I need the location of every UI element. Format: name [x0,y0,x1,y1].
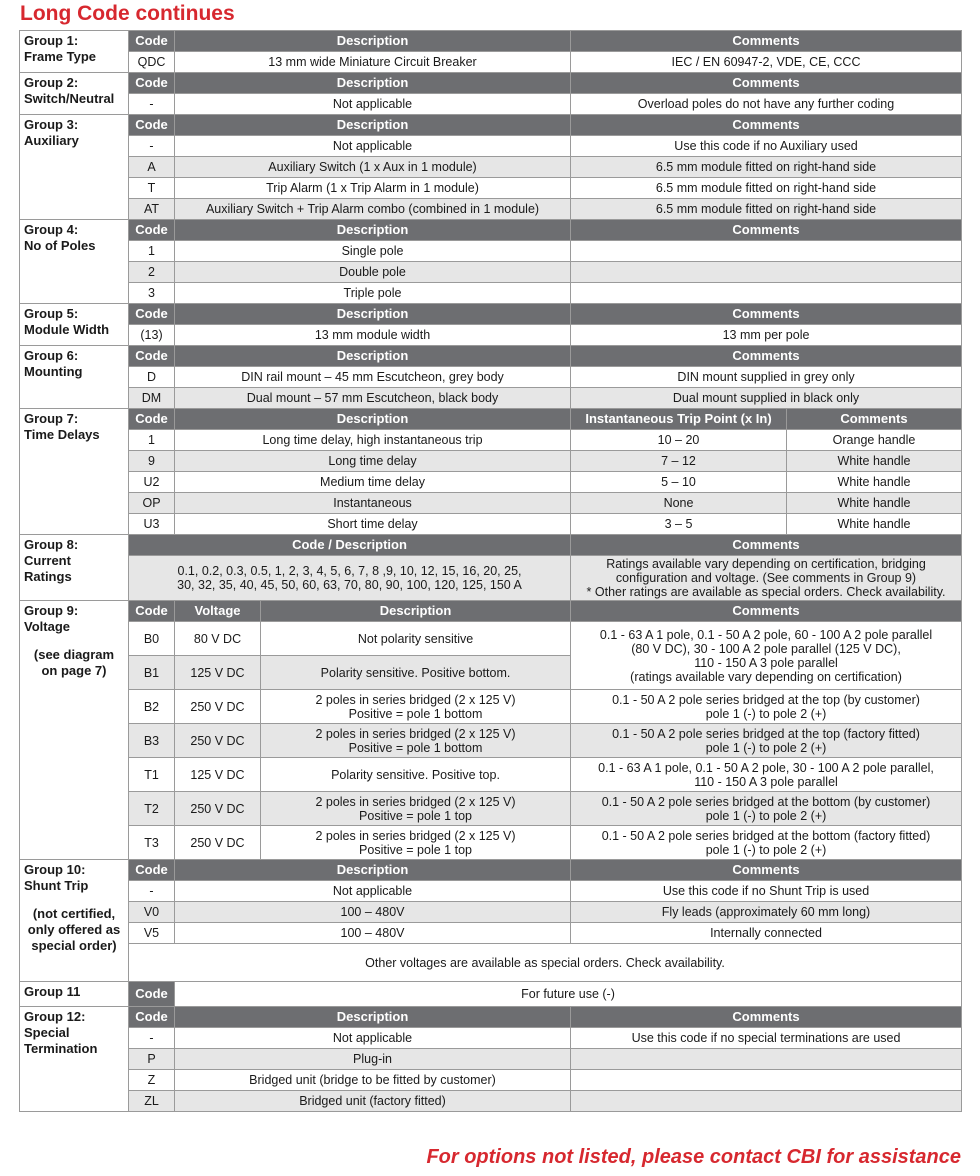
trip-point-cell: 5 – 10 [571,472,787,493]
voltage-header: Voltage [175,601,261,622]
voltage-cell: 250 V DC [175,724,261,758]
comment-cell: Overload poles do not have any further coding [571,94,962,115]
description-cell: Long time delay, high instantaneous trip [175,430,571,451]
group-11-label: Group 11 [20,982,129,1007]
table-row [20,758,962,792]
table-row [20,1091,962,1112]
description-cell: Auxiliary Switch + Trip Alarm combo (combined in 1 module) [175,199,571,220]
group-5-header-row [20,304,962,325]
group-10-label: Group 10: Shunt Trip (not certified, only offered as special order) [20,860,129,982]
table-row [20,472,962,493]
description-cell: Short time delay [175,514,571,535]
code-cell: 2 [129,262,175,283]
table-row [20,367,962,388]
table-row [20,556,962,601]
comment-cell: 0.1 - 50 A 2 pole series bridged at the top (factory fitted) pole 1 (-) to pole 2 (+) [571,724,962,758]
table-row [20,724,962,758]
description-cell: Not polarity sensitive [261,622,571,656]
comments-header: Comments [571,220,962,241]
table-row [20,430,962,451]
table-row [20,881,962,902]
description-cell: Polarity sensitive. Positive top. [261,758,571,792]
code-cell: B1 [129,656,175,690]
comment-cell [571,1091,962,1112]
comment-cell: White handle [787,514,962,535]
description-header: Description [175,346,571,367]
comment-cell: Use this code if no special terminations are used [571,1028,962,1049]
description-cell: Instantaneous [175,493,571,514]
code-header: Code [129,860,175,881]
description-header: Description [175,409,571,430]
comment-cell: 0.1 - 63 A 1 pole, 0.1 - 50 A 2 pole, 30 - 100 A 2 pole parallel, 110 - 150 A 3 pole parallel [571,758,962,792]
description-header: Description [175,304,571,325]
comment-cell: 0.1 - 50 A 2 pole series bridged at the bottom (by customer) pole 1 (-) to pole 2 (+) [571,792,962,826]
description-cell: Dual mount – 57 mm Escutcheon, black body [175,388,571,409]
description-cell: Auxiliary Switch (1 x Aux in 1 module) [175,157,571,178]
comment-cell: 6.5 mm module fitted on right-hand side [571,178,962,199]
code-header: Code [129,73,175,94]
code-cell: QDC [129,52,175,73]
comment-cell: White handle [787,493,962,514]
table-row [20,622,962,656]
group-2-label: Group 2: Switch/Neutral [20,73,129,115]
description-cell: Single pole [175,241,571,262]
comments-header: Comments [571,1007,962,1028]
comment-cell: Internally connected [571,923,962,944]
table-row [20,1070,962,1091]
group-9-label: Group 9: Voltage (see diagram on page 7) [20,601,129,860]
comments-header: Comments [571,304,962,325]
table-row [20,690,962,724]
comments-header: Comments [571,73,962,94]
contact-note: For options not listed, please contact CBI for assistance [426,1146,961,1168]
code-header: Code [129,31,175,52]
comment-cell: White handle [787,472,962,493]
comments-header: Comments [571,535,962,556]
table-row [20,451,962,472]
description-header: Description [175,220,571,241]
group-6-header-row [20,346,962,367]
group-9-header-row [20,601,962,622]
future-use-cell: For future use (-) [175,982,962,1007]
comment-cell: IEC / EN 60947-2, VDE, CE, CCC [571,52,962,73]
description-cell: Medium time delay [175,472,571,493]
code-cell: - [129,94,175,115]
description-cell: Not applicable [175,1028,571,1049]
code-cell: T [129,178,175,199]
description-cell: 100 – 480V [175,923,571,944]
trip-point-cell: 10 – 20 [571,430,787,451]
code-cell: T2 [129,792,175,826]
group-4-label: Group 4: No of Poles [20,220,129,304]
code-cell: V5 [129,923,175,944]
description-header: Description [175,1007,571,1028]
description-cell: 2 poles in series bridged (2 x 125 V) Positive = pole 1 top [261,826,571,860]
table-row [20,826,962,860]
comments-header: Comments [571,860,962,881]
code-cell: ZL [129,1091,175,1112]
code-cell: V0 [129,902,175,923]
voltage-cell: 250 V DC [175,826,261,860]
code-cell: DM [129,388,175,409]
comment-cell: 6.5 mm module fitted on right-hand side [571,157,962,178]
code-header: Code [129,304,175,325]
group-10-header-row [20,860,962,881]
description-cell: Not applicable [175,136,571,157]
description-header: Description [175,31,571,52]
code-cell: (13) [129,325,175,346]
code-cell: Z [129,1070,175,1091]
description-header: Description [261,601,571,622]
description-cell: Polarity sensitive. Positive bottom. [261,656,571,690]
group-1-label: Group 1: Frame Type [20,31,129,73]
table-row [20,902,962,923]
trip-point-cell: 7 – 12 [571,451,787,472]
group-12-header-row [20,1007,962,1028]
comment-cell: 6.5 mm module fitted on right-hand side [571,199,962,220]
description-cell: Not applicable [175,94,571,115]
code-cell: - [129,1028,175,1049]
code-cell: 3 [129,283,175,304]
description-cell: Triple pole [175,283,571,304]
description-header: Description [175,73,571,94]
code-header: Code [129,409,175,430]
group-3-header-row [20,115,962,136]
description-cell: 13 mm module width [175,325,571,346]
comment-cell: Use this code if no Shunt Trip is used [571,881,962,902]
voltage-cell: 80 V DC [175,622,261,656]
description-cell: Bridged unit (factory fitted) [175,1091,571,1112]
description-cell: Trip Alarm (1 x Trip Alarm in 1 module) [175,178,571,199]
code-cell: OP [129,493,175,514]
comments-header: Comments [571,346,962,367]
comment-cell: Ratings available vary depending on certification, bridging configuration and voltage. (See comments in Group 9) * Other ratings are available as special orders. Check availability. [571,556,962,601]
code-cell: P [129,1049,175,1070]
comment-cell: 13 mm per pole [571,325,962,346]
description-cell: 2 poles in series bridged (2 x 125 V) Positive = pole 1 bottom [261,724,571,758]
code-header: Code [129,982,175,1007]
group-6-label: Group 6: Mounting [20,346,129,409]
table-row [20,52,962,73]
comment-cell: Orange handle [787,430,962,451]
trip-point-cell: 3 – 5 [571,514,787,535]
code-cell: 1 [129,430,175,451]
code-cell: AT [129,199,175,220]
code-cell: - [129,881,175,902]
trip-point-cell: None [571,493,787,514]
comment-cell: White handle [787,451,962,472]
long-code-table [19,30,962,1112]
code-cell: U3 [129,514,175,535]
code-cell: 9 [129,451,175,472]
comment-cell [571,262,962,283]
voltage-cell: 125 V DC [175,656,261,690]
comment-cell [571,241,962,262]
description-cell: Not applicable [175,881,571,902]
table-row [20,1028,962,1049]
voltage-cell: 250 V DC [175,690,261,724]
group-3-label: Group 3: Auxiliary [20,115,129,220]
comments-header: Comments [571,31,962,52]
code-cell: - [129,136,175,157]
code-cell: B3 [129,724,175,758]
description-cell: Double pole [175,262,571,283]
comments-header: Comments [571,601,962,622]
group-7-header-row [20,409,962,430]
comments-header: Comments [571,115,962,136]
table-row [20,388,962,409]
code-header: Code [129,601,175,622]
ratings-cell: 0.1, 0.2, 0.3, 0.5, 1, 2, 3, 4, 5, 6, 7, 8 ,9, 10, 12, 15, 16, 20, 25, 30, 32, 35, 40, 45, 50, 60, 63, 70, 80, 90, 100, 120, 125, 150 A [129,556,571,601]
table-row [20,792,962,826]
code-header: Code [129,346,175,367]
comment-cell: Use this code if no Auxiliary used [571,136,962,157]
code-cell: U2 [129,472,175,493]
table-row [20,923,962,944]
code-header: Code [129,220,175,241]
group-1-header-row [20,31,962,52]
comment-cell: 0.1 - 50 A 2 pole series bridged at the top (by customer) pole 1 (-) to pole 2 (+) [571,690,962,724]
code-header: Code [129,1007,175,1028]
page-title: Long Code continues [20,2,235,25]
description-header: Description [175,115,571,136]
comment-cell: DIN mount supplied in grey only [571,367,962,388]
table-row [20,944,962,982]
comment-cell: Fly leads (approximately 60 mm long) [571,902,962,923]
table-row [20,94,962,115]
comment-cell: Dual mount supplied in black only [571,388,962,409]
group-4-header-row [20,220,962,241]
other-voltages-note: Other voltages are available as special orders. Check availability. [129,944,962,982]
group-5-label: Group 5: Module Width [20,304,129,346]
table-row [20,1049,962,1070]
code-cell: D [129,367,175,388]
table-row [20,199,962,220]
comment-cell [571,1049,962,1070]
code-cell: A [129,157,175,178]
description-header: Description [175,860,571,881]
trip-point-header: Instantaneous Trip Point (x In) [571,409,787,430]
voltage-cell: 250 V DC [175,792,261,826]
table-row [20,178,962,199]
table-row [20,262,962,283]
code-cell: T3 [129,826,175,860]
description-cell: Long time delay [175,451,571,472]
code-cell: 1 [129,241,175,262]
comment-cell [571,283,962,304]
voltage-cell: 125 V DC [175,758,261,792]
description-cell: Bridged unit (bridge to be fitted by customer) [175,1070,571,1091]
description-cell: 13 mm wide Miniature Circuit Breaker [175,52,571,73]
comments-header: Comments [787,409,962,430]
group-7-label: Group 7: Time Delays [20,409,129,535]
code-cell: B2 [129,690,175,724]
comment-cell: 0.1 - 63 A 1 pole, 0.1 - 50 A 2 pole, 60 - 100 A 2 pole parallel (80 V DC), 30 - 100 A 2 pole parallel (125 V DC), 110 - 150 A 3 pole parallel (ratings available vary depending on certification) [571,622,962,690]
comment-cell: 0.1 - 50 A 2 pole series bridged at the bottom (factory fitted) pole 1 (-) to pole 2 (+) [571,826,962,860]
group-12-label: Group 12: Special Termination [20,1007,129,1112]
table-row [20,241,962,262]
description-cell: Plug-in [175,1049,571,1070]
table-row [20,493,962,514]
description-cell: 100 – 480V [175,902,571,923]
group-11-row [20,982,962,1007]
table-row [20,136,962,157]
code-cell: T1 [129,758,175,792]
description-cell: 2 poles in series bridged (2 x 125 V) Positive = pole 1 bottom [261,690,571,724]
description-cell: 2 poles in series bridged (2 x 125 V) Positive = pole 1 top [261,792,571,826]
code-description-header: Code / Description [129,535,571,556]
code-cell: B0 [129,622,175,656]
group-8-label: Group 8: Current Ratings [20,535,129,601]
table-row [20,283,962,304]
description-cell: DIN rail mount – 45 mm Escutcheon, grey body [175,367,571,388]
comment-cell [571,1070,962,1091]
group-2-header-row [20,73,962,94]
table-row [20,514,962,535]
table-row [20,325,962,346]
group-8-header-row [20,535,962,556]
table-row [20,157,962,178]
code-header: Code [129,115,175,136]
